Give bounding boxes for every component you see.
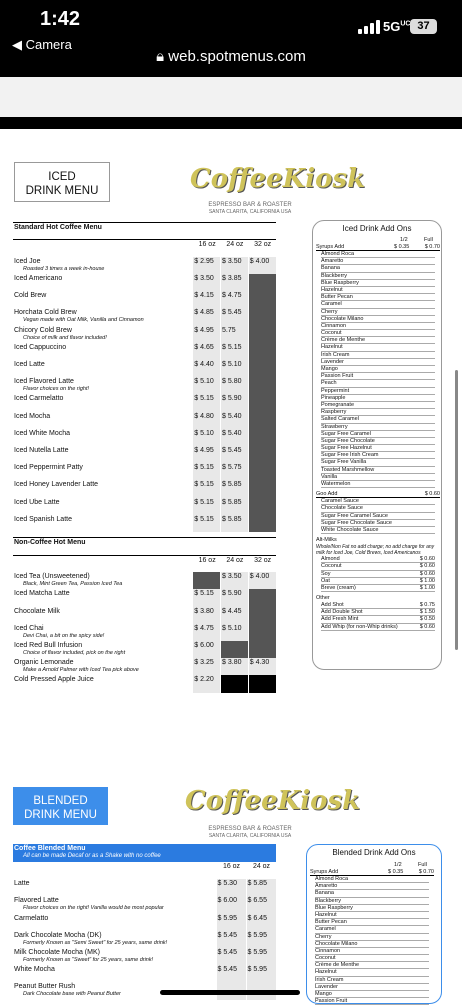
add-on-item[interactable]: Caramel Sauce	[321, 498, 435, 505]
size-header-row: 16 oz 24 oz 32 oz	[198, 241, 272, 249]
add-on-item[interactable]: Hazelnut	[321, 344, 435, 351]
menu-item-row[interactable]	[13, 308, 276, 325]
price-cell: $ 2.20	[193, 675, 221, 692]
signal-icon	[358, 20, 380, 34]
section-header: Standard Hot Coffee Menu	[13, 223, 276, 240]
price-cell: $ 5.95	[246, 931, 276, 948]
price-cell	[248, 607, 276, 624]
price-cell	[193, 572, 221, 589]
price-cell: $ 5.10	[193, 429, 221, 446]
menu-item-row[interactable]	[13, 412, 276, 429]
item-note: Choice of flavor included, pick on the right	[23, 650, 126, 656]
item-note: Formerly Known as "Semi Sweet" for 25 years, same drink!	[23, 939, 168, 946]
item-name: Iced Red Bull Infusion	[14, 642, 83, 649]
add-on-item[interactable]: Banana	[321, 265, 435, 272]
menu-item-row[interactable]	[13, 948, 276, 965]
item-name: Iced White Mocha	[14, 429, 71, 437]
syrups-header: Syrups Add $ 0.35 $ 0.70	[316, 244, 440, 250]
add-on-name: Add Fresh Mint	[321, 616, 359, 623]
price-cell: $ 5.15	[221, 343, 249, 360]
url-bar[interactable]	[0, 48, 462, 65]
add-on-item[interactable]: Cherry	[321, 309, 435, 316]
blended-menu-table	[13, 844, 276, 1000]
menu-item-row[interactable]	[13, 360, 276, 377]
menu-item-row[interactable]	[13, 931, 276, 948]
add-on-item[interactable]: Blue Raspberry	[321, 280, 435, 287]
add-on-item[interactable]: Pineapple	[321, 395, 435, 402]
add-on-item[interactable]: Strawberry	[321, 424, 435, 431]
url-text: web.spotmenus.com	[168, 48, 306, 65]
iced-menu-table	[13, 222, 276, 693]
item-name: Iced Nutella Latte	[14, 446, 69, 454]
item-note: Black, Mint Green Tea, Passion Iced Tea	[23, 581, 123, 588]
add-on-item[interactable]: Pomegranate	[321, 402, 435, 409]
syrups-header: Syrups Add $ 0.35 $ 0.70	[310, 869, 434, 875]
item-name: Iced Joe	[14, 257, 41, 265]
page-divider	[0, 117, 462, 129]
item-note: Flavor choices on the right!	[23, 386, 90, 393]
price-cell: $ 4.75	[193, 624, 221, 641]
add-on-item[interactable]: Sugar Free Chocolate	[321, 438, 435, 445]
price-cell	[248, 624, 276, 641]
add-on-item[interactable]: Peach	[321, 380, 435, 387]
add-on-price: $ 0.75	[419, 602, 435, 609]
add-on-name: Almond	[321, 556, 340, 563]
iced-menu-page	[0, 130, 462, 715]
add-on-item[interactable]: Passion Fruit	[315, 998, 429, 1005]
add-on-price: $ 1.00	[419, 584, 435, 591]
price-cell	[248, 515, 276, 532]
item-name: Iced Matcha Latte	[14, 590, 70, 598]
menu-item-row[interactable]	[13, 498, 276, 515]
menu-item-row[interactable]	[13, 480, 276, 497]
item-note: Flavor choices on the right! Vanilla would be most popular	[23, 905, 164, 912]
add-on-item[interactable]: Amaretto	[315, 883, 429, 890]
price-cell: $ 3.80	[221, 658, 249, 675]
menu-item-row[interactable]	[13, 377, 276, 394]
item-name: Iced Chai	[14, 624, 44, 632]
price-cell	[248, 641, 276, 658]
add-on-item[interactable]: Crème de Menthe	[315, 962, 429, 969]
price-cell: $ 5.95	[216, 914, 246, 931]
menu-item-row[interactable]	[13, 343, 276, 360]
price-cell: $ 4.95	[193, 446, 221, 463]
blended-title-box: BLENDED DRINK MENU	[13, 787, 108, 825]
price-cell: $ 4.40	[193, 360, 221, 377]
other-header: Other	[316, 595, 330, 602]
add-on-item[interactable]	[321, 602, 435, 609]
price-cell	[248, 412, 276, 429]
add-on-price: $ 0.50	[419, 616, 435, 623]
add-on-item[interactable]	[321, 585, 435, 592]
price-cell: $ 5.95	[246, 965, 276, 982]
price-cell: $ 3.50	[193, 274, 221, 291]
size-labels: 1/2 Full	[394, 862, 427, 868]
menu-item-row[interactable]	[13, 446, 276, 463]
item-name: Chocolate Milk	[14, 607, 60, 615]
item-name: Iced Americano	[14, 275, 63, 283]
price-cell: $ 5.40	[221, 412, 249, 429]
lock-icon: 🔒︎	[156, 48, 169, 65]
price-cell: $ 6.00	[193, 641, 221, 658]
add-on-item[interactable]: Blue Raspberry	[315, 905, 429, 912]
price-cell: $ 5.45	[216, 931, 246, 948]
menu-item-row[interactable]	[13, 914, 276, 931]
price-cell: $ 4.85	[193, 308, 221, 325]
item-name: Iced Carmelatto	[14, 395, 64, 403]
add-on-item[interactable]: Hazelnut	[321, 287, 435, 294]
scrollbar[interactable]	[455, 370, 458, 650]
add-on-item[interactable]: Blackberry	[315, 898, 429, 905]
battery-icon: 37	[410, 19, 437, 34]
price-cell: $ 2.95	[193, 257, 221, 274]
add-on-item[interactable]: Salted Caramel	[321, 416, 435, 423]
price-cell	[248, 675, 276, 692]
price-cell: $ 4.00	[248, 257, 276, 274]
price-cell	[248, 480, 276, 497]
item-name: White Mocha	[14, 966, 55, 974]
menu-item-row[interactable]	[13, 624, 276, 641]
add-on-item[interactable]: Vanilla	[321, 474, 435, 481]
menu-item-row[interactable]	[13, 658, 276, 675]
add-on-price: $ 0.60	[419, 563, 435, 570]
add-on-item[interactable]: Passion Fruit	[321, 373, 435, 380]
price-cell	[221, 675, 249, 692]
network-label: $5G^{UC}$	[383, 19, 411, 34]
add-on-item[interactable]: Banana	[315, 890, 429, 897]
add-on-item[interactable]	[321, 609, 435, 616]
item-name: Organic Lemonade	[14, 659, 74, 667]
blended-menu-page	[0, 770, 462, 1005]
menu-item-row[interactable]	[13, 515, 276, 532]
menu-item-row[interactable]	[13, 641, 276, 658]
item-name: Iced Flavored Latte	[14, 378, 74, 386]
logo-subtitle: ESPRESSO BAR & ROASTER SANTA CLARITA, CALIFORNIA USA	[208, 826, 292, 839]
price-cell: $ 5.45	[216, 948, 246, 965]
add-on-item[interactable]: Sugar Free Caramel Sauce	[321, 513, 435, 520]
size-header-row: 16 oz 24 oz	[222, 863, 271, 870]
add-on-item[interactable]: Blackberry	[321, 273, 435, 280]
add-on-item[interactable]: Chocolate Milano	[315, 941, 429, 948]
menu-item-row[interactable]	[13, 965, 276, 982]
add-ons-title: Blended Drink Add Ons	[332, 848, 416, 857]
section-title: Coffee Blended Menu	[14, 845, 86, 852]
price-cell: $ 5.45	[221, 446, 249, 463]
milks-note: Whole/Non Fat no add charge; no add charge for any milk for Iced Joe, Cold Brews, Iced Americanos	[316, 544, 435, 557]
add-on-item[interactable]: Cinnamon	[315, 948, 429, 955]
price-cell: $ 5.40	[221, 429, 249, 446]
add-on-item[interactable]: Sugar Free Caramel	[321, 431, 435, 438]
price-cell: $ 5.85	[221, 498, 249, 515]
home-indicator[interactable]	[160, 990, 300, 995]
add-on-item[interactable]	[321, 578, 435, 585]
section-header	[13, 844, 276, 862]
status-bar	[0, 0, 462, 77]
price-cell: $ 3.25	[193, 658, 221, 675]
price-cell: $ 5.90	[221, 589, 249, 606]
item-note: Vegan made with Oat Milk, Vanilla and Cinnamon	[23, 317, 144, 324]
add-on-item[interactable]: Almond Roca	[315, 876, 429, 883]
add-on-price: $ 1.50	[419, 609, 435, 616]
price-cell	[248, 463, 276, 480]
item-note: Make a Arnold Palmer with Iced Tea pick above	[23, 667, 139, 674]
add-on-item[interactable]: Cinnamon	[321, 323, 435, 330]
size-header-row: 16 oz 24 oz 32 oz	[198, 556, 272, 564]
coffee-kiosk-logo: CoffeeKiosk	[185, 786, 361, 816]
add-on-item[interactable]	[321, 616, 435, 623]
item-name: Flavored Latte	[14, 897, 59, 905]
item-name: Cold Brew	[14, 292, 47, 300]
add-on-item[interactable]: Amaretto	[321, 258, 435, 265]
price-cell: $ 3.85	[221, 274, 249, 291]
milks-header: Alt-Milks	[316, 537, 337, 544]
price-cell: $ 5.10	[193, 377, 221, 394]
price-cell: $ 5.15	[193, 589, 221, 606]
add-on-item[interactable]: Irish Cream	[315, 977, 429, 984]
menu-item-row[interactable]	[13, 675, 276, 692]
price-cell: $ 5.10	[221, 360, 249, 377]
blended-add-ons-box	[306, 844, 442, 1004]
add-on-item[interactable]: Caramel	[315, 926, 429, 933]
add-on-item[interactable]: Caramel	[321, 301, 435, 308]
menu-item-row[interactable]	[13, 326, 276, 343]
iced-title-box: ICED DRINK MENU	[14, 162, 110, 202]
add-on-item[interactable]: Mango	[321, 366, 435, 373]
add-on-item[interactable]: Coconut	[315, 955, 429, 962]
item-name: Cold Pressed Apple Juice	[14, 676, 94, 684]
price-cell: $ 5.10	[221, 624, 249, 641]
add-on-item[interactable]: Chocolate Sauce	[321, 505, 435, 512]
add-on-item[interactable]: Lavender	[321, 359, 435, 366]
section-header: Non-Coffee Hot Menu	[13, 538, 276, 555]
item-name: Horchata Cold Brew	[14, 309, 77, 317]
price-cell: $ 6.55	[246, 896, 276, 913]
price-cell	[248, 394, 276, 411]
menu-item-row[interactable]	[13, 879, 276, 896]
price-cell: $ 4.80	[193, 412, 221, 429]
price-cell: $ 4.30	[248, 658, 276, 675]
price-cell: $ 5.15	[193, 480, 221, 497]
add-on-item[interactable]: Sugar Free Irish Cream	[321, 452, 435, 459]
price-cell: $ 5.75	[221, 463, 249, 480]
page-top-margin	[0, 77, 462, 117]
menu-item-row[interactable]	[13, 257, 276, 274]
item-name: Milk Chocolate Mocha (MK)	[14, 948, 100, 956]
add-on-item[interactable]: Chocolate Milano	[321, 316, 435, 323]
add-on-item[interactable]: Toasted Marshmellow	[321, 467, 435, 474]
menu-item-row[interactable]	[13, 429, 276, 446]
add-on-item[interactable]: Sugar Free Chocolate Sauce	[321, 520, 435, 527]
price-cell: $ 3.50	[221, 572, 249, 589]
add-on-item[interactable]: Butter Pecan	[321, 294, 435, 301]
coffee-kiosk-logo: CoffeeKiosk	[190, 164, 366, 194]
menu-item-row[interactable]	[13, 291, 276, 308]
item-name: Iced Tea (Unsweetened)	[14, 573, 90, 581]
price-cell	[248, 589, 276, 606]
add-ons-title: Iced Drink Add Ons	[342, 224, 412, 233]
add-on-item[interactable]: Peppermint	[321, 388, 435, 395]
clock: 1:42	[40, 8, 81, 30]
price-cell: $ 5.30	[216, 879, 246, 896]
add-on-item[interactable]: Lavender	[315, 984, 429, 991]
price-cell: $ 4.95	[193, 326, 221, 343]
menu-item-row[interactable]	[13, 274, 276, 291]
add-on-item[interactable]: Watermelon	[321, 481, 435, 488]
price-cell: $ 5.15	[193, 498, 221, 515]
price-cell: $ 6.00	[216, 896, 246, 913]
add-on-item[interactable]	[321, 571, 435, 578]
price-cell	[248, 274, 276, 291]
add-on-price: $ 0.60	[419, 556, 435, 563]
add-on-item[interactable]: Sugar Free Vanilla	[321, 459, 435, 466]
add-on-item[interactable]: Butter Pecan	[315, 919, 429, 926]
price-cell: $ 5.85	[246, 879, 276, 896]
add-on-item[interactable]: Mango	[315, 991, 429, 998]
menu-item-row[interactable]	[13, 394, 276, 411]
add-on-item[interactable]: Almond Roca	[321, 251, 435, 258]
item-name: Carmelatto	[14, 914, 49, 922]
price-cell: $ 5.85	[221, 480, 249, 497]
item-name: Iced Peppermint Patty	[14, 464, 83, 472]
iced-add-ons-box	[312, 220, 442, 670]
item-note: Dark Chocolate base with Peanut Butter	[23, 991, 121, 998]
item-name: Latte	[14, 880, 30, 888]
price-cell: $ 5.80	[221, 377, 249, 394]
price-cell	[248, 429, 276, 446]
item-name: Iced Ube Latte	[14, 498, 60, 506]
item-name: Iced Honey Lavender Latte	[14, 481, 99, 489]
price-cell: $ 5.90	[221, 394, 249, 411]
add-on-item[interactable]: Cherry	[315, 934, 429, 941]
back-to-camera-link[interactable]: ◀ Camera	[12, 37, 72, 52]
price-cell: $ 5.85	[221, 515, 249, 532]
price-cell	[248, 326, 276, 343]
price-cell: $ 3.50	[221, 257, 249, 274]
item-note: Formerly Known as "Sweet" for 25 years, same drink!	[23, 956, 154, 963]
price-cell	[248, 343, 276, 360]
add-on-name: Oat	[321, 577, 330, 584]
add-on-item[interactable]	[321, 563, 435, 570]
price-cell: 5.75	[221, 326, 249, 343]
price-cell	[248, 291, 276, 308]
price-cell	[248, 498, 276, 515]
price-cell	[248, 446, 276, 463]
price-cell: $ 5.45	[221, 308, 249, 325]
add-on-price: $ 0.60	[419, 623, 435, 630]
price-cell: $ 5.15	[193, 394, 221, 411]
add-on-name: Coconut	[321, 563, 342, 570]
menu-item-row[interactable]	[13, 607, 276, 624]
price-cell: $ 5.45	[216, 965, 246, 982]
price-cell: $ 4.75	[221, 291, 249, 308]
add-on-name: Soy	[321, 570, 331, 577]
add-on-item[interactable]: Irish Cream	[321, 352, 435, 359]
price-cell: $ 5.95	[246, 948, 276, 965]
menu-item-row[interactable]	[13, 589, 276, 606]
size-labels: 1/2 Full	[400, 237, 433, 243]
price-cell: $ 4.65	[193, 343, 221, 360]
add-on-item[interactable]: Hazelnut	[315, 912, 429, 919]
menu-item-row[interactable]	[13, 572, 276, 589]
item-name: Dark Chocolate Mocha (DK)	[14, 931, 102, 939]
item-name: Iced Spanish Latte	[14, 515, 72, 523]
add-on-item[interactable]	[321, 624, 435, 631]
price-cell: $ 5.15	[193, 463, 221, 480]
add-on-price: $ 0.60	[419, 570, 435, 577]
add-on-name: Add Double Shot	[321, 609, 363, 616]
item-note: Devi Chai, a bit on the spicy side!	[23, 632, 105, 639]
price-cell: $ 5.15	[193, 515, 221, 532]
section-note: All can be made Decaf or as a Shake with no coffee	[23, 853, 161, 859]
item-note: Choice of milk and flavor included!	[23, 334, 107, 341]
price-cell	[248, 360, 276, 377]
logo-subtitle: ESPRESSO BAR & ROASTER SANTA CLARITA, CALIFORNIA USA	[208, 202, 292, 215]
item-name: Peanut Butter Rush	[14, 983, 76, 991]
price-cell: $ 6.45	[246, 914, 276, 931]
price-cell: $ 3.80	[193, 607, 221, 624]
add-on-item[interactable]: Hazelnut	[315, 969, 429, 976]
price-cell: $ 4.15	[193, 291, 221, 308]
item-name: Iced Latte	[14, 361, 45, 368]
menu-item-row[interactable]	[13, 463, 276, 480]
add-on-item[interactable]	[321, 556, 435, 563]
price-cell	[248, 377, 276, 394]
item-name: Iced Cappuccino	[14, 343, 67, 351]
add-on-item[interactable]: Coconut	[321, 330, 435, 337]
add-on-item[interactable]: White Chocolate Sauce	[321, 527, 435, 534]
menu-item-row[interactable]	[13, 896, 276, 913]
add-on-name: Add Whip (for non-Whip drinks)	[321, 623, 398, 630]
item-name: Chicory Cold Brew	[14, 326, 72, 334]
add-on-price: $ 1.00	[419, 577, 435, 584]
price-cell: $ 4.45	[221, 607, 249, 624]
price-cell	[248, 308, 276, 325]
add-on-name: Add Shot	[321, 602, 344, 609]
price-cell	[221, 641, 249, 658]
add-on-item[interactable]: Crème de Menthe	[321, 337, 435, 344]
add-on-item[interactable]: Sugar Free Hazelnut	[321, 445, 435, 452]
add-on-item[interactable]: Raspberry	[321, 409, 435, 416]
item-note: Roasted 3 times a week in-house	[23, 265, 105, 272]
add-on-name: Breve (cream)	[321, 584, 356, 591]
goo-header: Goo Add $ 0.60	[316, 491, 440, 498]
price-cell: $ 4.00	[248, 572, 276, 589]
item-name: Iced Mocha	[14, 412, 51, 420]
